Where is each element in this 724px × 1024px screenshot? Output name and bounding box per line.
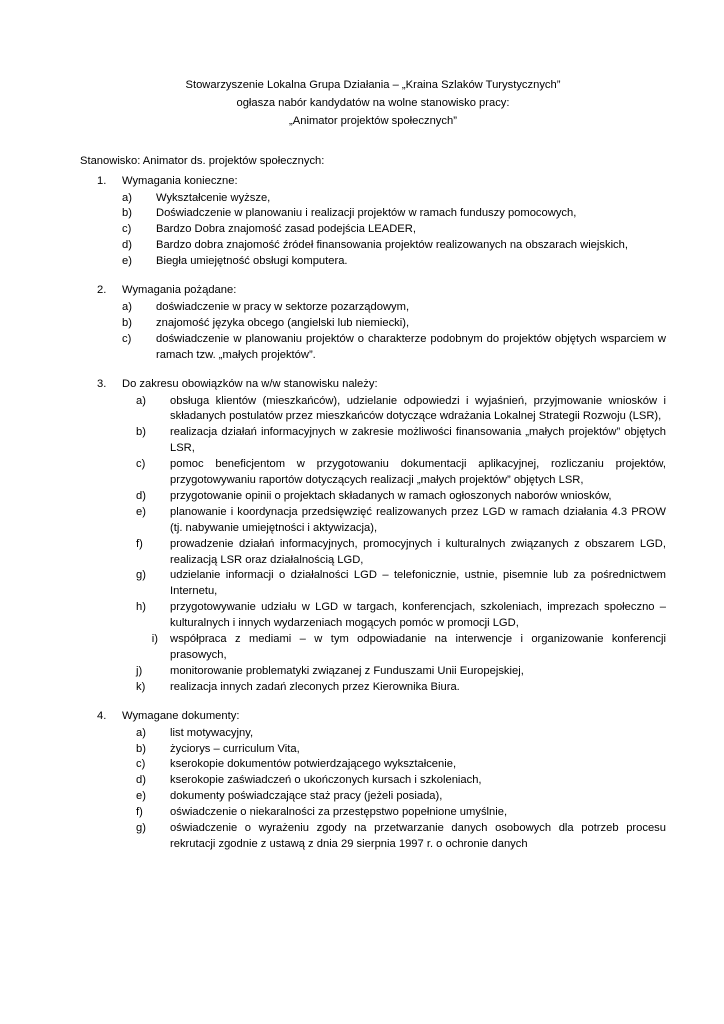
item-marker: b) [136,426,146,439]
list-item [122,789,666,805]
item-text: doświadczenie w planowaniu projektów o charakterze podobnym do projektów objętych wsparciem w ramach tzw. „małych projektów”. [156,332,666,361]
item-marker: d) [122,239,132,252]
item-text: obsługa klientów (mieszkańców), udzielanie odpowiedzi i wyjaśnień, przyjmowanie wniosków i składanych postulatów przez mieszkańców dotyczące wdrażania Lokalnej Strategii Rozwoju (LSR), [170,394,666,423]
requirements-list [80,174,666,853]
section-4-title: Wymagane dokumenty: [122,709,240,722]
item-text: list motywacyjny, [170,726,254,739]
item-text: realizacja innych zadań zleconych przez Kierownika Biura. [170,680,460,693]
item-text: realizacja działań informacyjnych w zakresie możliwości finansowania „małych projektów” objętych LSR, [170,426,666,455]
item-text: oświadczenie o niekaralności za przestępstwo popełnione umyślnie, [170,806,508,819]
section-1-title: Wymagania konieczne: [122,174,238,187]
item-marker: a) [136,726,146,739]
section-1 [80,174,666,270]
item-marker: k) [136,680,146,693]
spacer [122,270,666,283]
list-item [122,757,666,773]
item-text: dokumenty poświadczające staż pracy (jeżeli posiada), [170,790,443,803]
document-header [80,78,666,132]
position-line: Stanowisko: Animator ds. projektów społecznych: [80,154,325,167]
section-4-items [122,726,666,853]
list-item [122,191,666,207]
item-text: kserokopie dokumentów potwierdzającego wykształcenie, [170,758,457,771]
item-text: Wykształcenie wyższe, [156,191,271,204]
item-marker: e) [136,790,146,803]
list-item [122,505,666,537]
section-4-number: 4. [97,709,107,722]
list-item [122,680,666,696]
item-text: planowanie i koordynacja przedsięwzięć realizowanych przez LGD w ramach działania 4.3 PROW (tj. nabywanie umiejętności i aktywizacja), [170,505,666,534]
item-text: doświadczenie w pracy w sektorze pozarządowym, [156,300,410,313]
list-item [122,425,666,457]
list-item [122,254,666,270]
list-item [122,300,666,316]
section-4 [80,696,666,853]
list-item [122,632,666,664]
item-marker: b) [122,316,132,329]
list-item [122,222,666,238]
section-1-number: 1. [97,174,107,187]
item-marker: a) [136,394,146,407]
list-item [122,821,666,853]
item-marker: c) [122,223,132,236]
item-text: udzielanie informacji o działalności LGD – telefonicznie, ustnie, pisemnie lub za pośrednictwem Internetu, [170,569,666,598]
item-text: przygotowanie opinii o projektach składanych w ramach ogłoszonych naborów wniosków, [170,489,612,502]
section-3-items [122,394,666,696]
section-2-items [122,300,666,364]
item-marker: i) [151,633,158,646]
item-marker: c) [136,758,146,771]
spacer [122,364,666,377]
item-text: prowadzenie działań informacyjnych, promocyjnych i kulturalnych związanych z obszarem LGD, realizacją LSR oraz działalnością LGD, [170,537,666,566]
item-marker: c) [136,458,146,471]
item-text: Bardzo dobra znajomość źródeł finansowania projektów realizowanych na obszarach wiejskich, [156,239,628,252]
list-item [122,394,666,426]
item-marker: g) [136,569,146,582]
header-organization: Stowarzyszenie Lokalna Grupa Działania – „Kraina Szlaków Turystycznych” [185,79,561,91]
item-marker: a) [122,191,132,204]
section-3-title: Do zakresu obowiązków na w/w stanowisku należy: [122,377,378,390]
section-2-number: 2. [97,284,107,297]
list-item [122,742,666,758]
list-item [122,805,666,821]
item-text: pomoc beneficjentom w przygotowaniu dokumentacji aplikacyjnej, rozliczaniu projektów, przygotowywaniu raportów dotyczących realizacji „małych projektów” objętych LSR, [170,458,666,487]
list-item [122,489,666,505]
item-marker: b) [122,207,132,220]
list-item [122,537,666,569]
item-marker: b) [136,742,146,755]
item-text: kserokopie zaświadczeń o ukończonych kursach i szkoleniach, [170,774,482,787]
item-text: współpraca z mediami – w tym odpowiadanie na interwencje i organizowanie konferencji prasowych, [170,633,666,661]
list-item [122,773,666,789]
item-text: Bardzo Dobra znajomość zasad podejścia LEADER, [156,223,416,236]
item-text: Doświadczenie w planowaniu i realizacji projektów w ramach funduszy pomocowych, [156,207,577,220]
list-item [122,664,666,680]
item-marker: h) [136,601,146,614]
section-3-number: 3. [97,377,107,390]
header-position-title: „Animator projektów społecznych” [289,114,457,127]
item-marker: a) [122,300,132,313]
item-text: oświadczenie o wyrażeniu zgody na przetwarzanie danych osobowych dla potrzeb procesu rekrutacji zgodnie z ustawą z dnia 29 sierpnia 1997 r. o ochronie danych [170,822,666,850]
list-item [122,206,666,222]
item-marker: j) [136,664,143,677]
item-text: życiorys – curriculum Vita, [170,742,300,755]
list-item [122,568,666,600]
spacer [122,696,666,709]
item-marker: d) [136,774,146,787]
list-item [122,600,666,632]
section-2-title: Wymagania pożądane: [122,284,237,297]
item-text: Biegła umiejętność obsługi komputera. [156,255,348,268]
item-marker: e) [122,255,132,268]
section-2 [80,270,666,364]
item-marker: c) [122,332,132,345]
section-3 [80,364,666,696]
header-announcement: ogłasza nabór kandydatów na wolne stanowisko pracy: [236,96,510,109]
item-marker: d) [136,489,146,502]
item-text: przygotowywanie udziału w LGD w targach, konferencjach, szkoleniach, imprezach społeczno – kulturalnych i innych wydarzeniach mogących pomóc w promocji LGD, [170,601,666,630]
item-text: znajomość języka obcego (angielski lub niemiecki), [156,316,410,329]
item-marker: f) [136,537,143,550]
list-item [122,457,666,489]
section-1-items [122,191,666,271]
list-item [122,726,666,742]
item-marker: e) [136,505,146,518]
item-marker: f) [136,806,143,819]
list-item [122,316,666,332]
list-item [122,238,666,254]
list-item [122,332,666,364]
item-marker: g) [136,822,146,835]
item-text: monitorowanie problematyki związanej z Funduszami Unii Europejskiej, [170,664,524,677]
